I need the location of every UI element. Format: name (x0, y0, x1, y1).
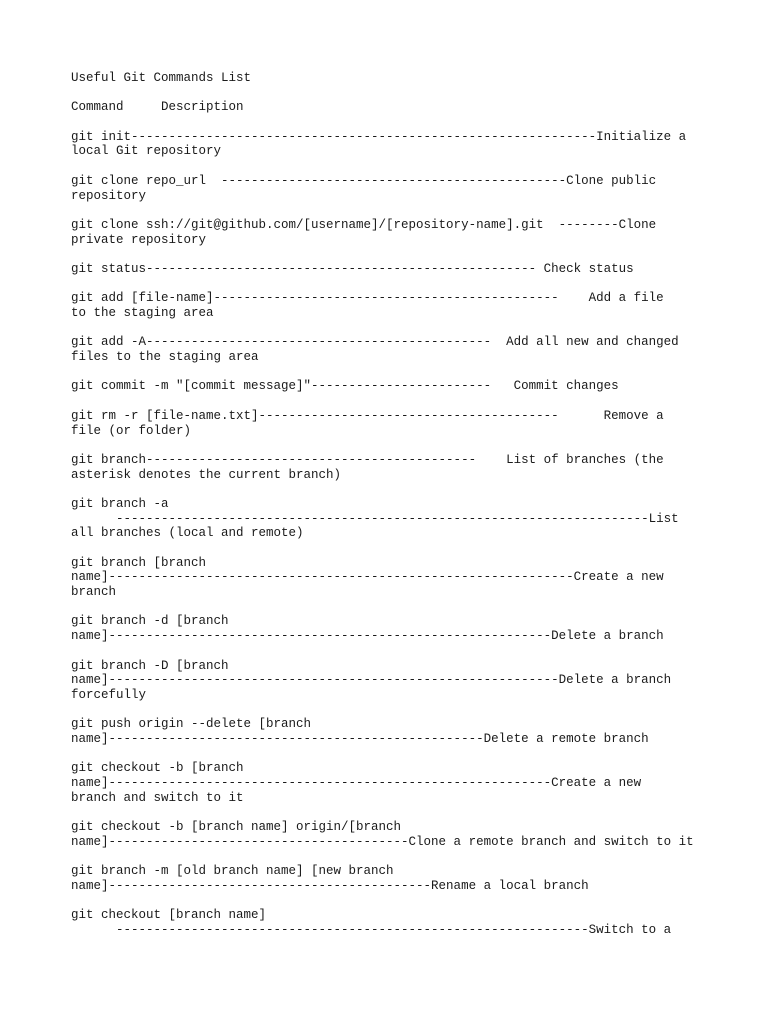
command-entry (71, 908, 711, 937)
command-entry-line: branch (71, 585, 117, 600)
command-entry (71, 130, 711, 159)
command-entry (71, 497, 711, 541)
document-body (71, 71, 711, 952)
command-entry-line: asterisk denotes the current branch) (71, 467, 342, 482)
command-entry-line: name]-----------------------------------------------------------Delete a branch (71, 629, 664, 644)
document-title: Useful Git Commands List (71, 71, 252, 85)
command-entry-line: git branch -a (71, 496, 169, 511)
command-entry-line: git branch -D [branch (71, 658, 229, 673)
command-entry-line: git checkout -b [branch name] origin/[branch (71, 820, 402, 835)
command-entry (71, 761, 711, 805)
command-entry-line: branch and switch to it (71, 790, 244, 805)
command-entry-line: name]-----------------------------------------------------------Create a new (71, 776, 642, 790)
command-entry (71, 717, 711, 746)
command-entry (71, 174, 711, 203)
command-entry-line: name]--------------------------------------------------------------Create a new (71, 570, 664, 585)
command-entry-line: git clone ssh://git@github.com/[username]/[repository-name].git --------Clone (71, 217, 657, 232)
command-entry-line: file (or folder) (71, 423, 192, 438)
command-entry-line: git branch -m [old branch name] [new branch (71, 864, 394, 879)
command-entry (71, 409, 711, 438)
command-entry-line: git add [file-name]---------------------------------------------- Add a file (71, 291, 664, 306)
command-entry-line: git clone repo_url ----------------------------------------------Clone public (71, 173, 657, 188)
command-entry (71, 556, 711, 600)
document-title-block (71, 71, 711, 86)
command-entry-line: to the staging area (71, 306, 214, 320)
command-entry-line: repository (71, 188, 147, 203)
command-entry-line: files to the staging area (71, 350, 259, 365)
command-entry-line: git push origin --delete [branch (71, 717, 312, 732)
command-entry (71, 262, 711, 277)
command-entry (71, 291, 711, 320)
command-entry (71, 864, 711, 893)
command-entry-line: name]--------------------------------------------------Delete a remote branch (71, 731, 649, 746)
command-entry-line: git branch [branch (71, 555, 207, 570)
command-entry (71, 379, 711, 394)
command-entry-line: name]-------------------------------------------Rename a local branch (71, 878, 589, 893)
command-entry-line: name]----------------------------------------Clone a remote branch and switch to it (71, 834, 694, 849)
command-entry (71, 820, 711, 849)
command-entry-line: git init--------------------------------------------------------------Initialize a (71, 129, 687, 144)
command-entry-line: all branches (local and remote) (71, 526, 304, 541)
command-entry-line: git checkout -b [branch (71, 761, 244, 776)
command-entry-line: name]------------------------------------------------------------Delete a branch (71, 673, 672, 688)
command-entry-line: git rm -r [file-name.txt]---------------------------------------- Remove a (71, 408, 664, 423)
command-entry-line: git commit -m "[commit message]"------------------------ Commit changes (71, 379, 619, 394)
command-entry-line: forcefully (71, 687, 147, 702)
column-header-block (71, 100, 711, 115)
command-entry-line: git branch -d [branch (71, 614, 229, 629)
command-list (71, 130, 711, 938)
command-entry (71, 335, 711, 364)
command-entry-line: git add -A---------------------------------------------- Add all new and changed (71, 335, 679, 350)
command-entry (71, 614, 711, 643)
command-entry (71, 659, 711, 703)
command-entry-line: git branch-------------------------------------------- List of branches (the (71, 452, 664, 467)
command-entry (71, 218, 711, 247)
column-header: Command Description (71, 100, 244, 115)
command-entry-line: private repository (71, 232, 207, 247)
command-entry-line: ---------------------------------------------------------------Switch to a (71, 922, 672, 937)
command-entry-line: -----------------------------------------------------------------------List (71, 511, 679, 526)
command-entry-line: local Git repository (71, 144, 222, 159)
command-entry-line: git status---------------------------------------------------- Check status (71, 261, 634, 276)
command-entry-line: git checkout [branch name] (71, 908, 267, 923)
command-entry (71, 453, 711, 482)
